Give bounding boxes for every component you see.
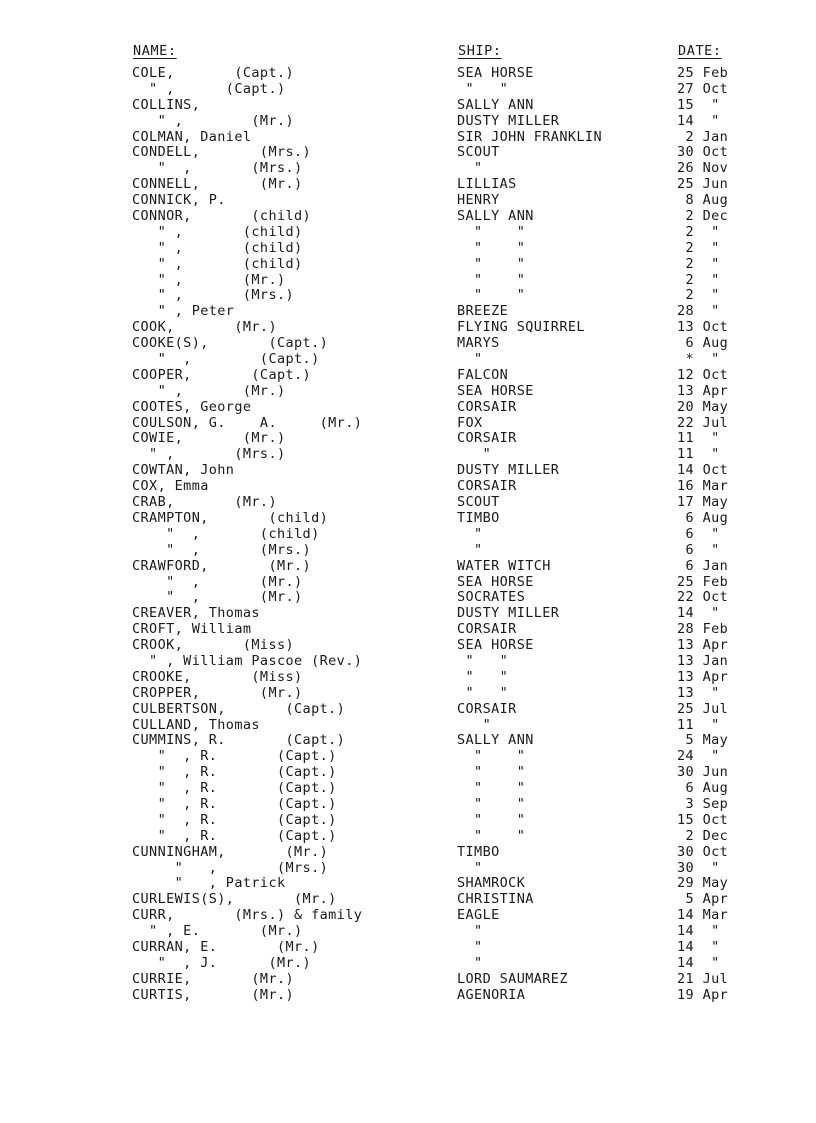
ship-name: DUSTY MILLER [457, 112, 560, 129]
list-item [0, 304, 816, 320]
arrival-date: 13 " [677, 684, 720, 701]
list-item [0, 924, 816, 940]
passenger-name: CROPPER, (Mr.) [132, 684, 303, 701]
arrival-date: 2 " [677, 271, 720, 288]
list-item [0, 479, 816, 495]
list-item [0, 908, 816, 924]
passenger-name: " , R. (Capt.) [132, 827, 337, 844]
arrival-date: 17 May [677, 494, 729, 511]
list-item [0, 257, 816, 273]
ship-name: HENRY [457, 192, 500, 209]
arrival-date: 6 Jan [677, 557, 729, 574]
arrival-date: 6 Aug [677, 335, 729, 352]
list-item [0, 82, 816, 98]
passenger-name: CONDELL, (Mrs.) [132, 144, 312, 161]
list-item [0, 336, 816, 352]
ship-name: CORSAIR [457, 398, 517, 415]
ship-name: " " [457, 652, 509, 669]
ship-name: " " [457, 811, 526, 828]
list-item [0, 702, 816, 718]
ship-name: CHRISTINA [457, 891, 534, 908]
list-item [0, 161, 816, 177]
passenger-name: COOTES, George [132, 398, 252, 415]
arrival-date: 30 " [677, 859, 720, 876]
ship-name: SEA HORSE [457, 65, 534, 81]
list-item [0, 416, 816, 432]
list-item [0, 972, 816, 988]
arrival-date: 25 Jul [677, 700, 729, 717]
ship-name: WATER WITCH [457, 557, 551, 574]
list-item [0, 781, 816, 797]
passenger-name: CURR, (Mrs.) & family [132, 907, 363, 924]
list-item [0, 98, 816, 114]
list-item [0, 940, 816, 956]
ship-name: " " [457, 80, 509, 97]
list-item [0, 66, 816, 82]
ship-name: " [457, 160, 483, 177]
name-column-header: NAME: [133, 43, 177, 59]
ship-name: MARYS [457, 335, 500, 352]
passenger-name: CURRAN, E. (Mr.) [132, 938, 320, 955]
arrival-date: 6 " [677, 541, 720, 558]
list-item [0, 495, 816, 511]
passenger-name: CONNOR, (child) [132, 208, 312, 225]
list-item [0, 590, 816, 606]
arrival-date: 14 " [677, 954, 720, 971]
arrival-date: 6 Aug [677, 509, 729, 526]
arrival-date: 11 " [677, 430, 720, 447]
passenger-name: CROOK, (Miss) [132, 637, 295, 654]
list-item [0, 114, 816, 130]
ship-name: SALLY ANN [457, 732, 534, 749]
passenger-name: " , (Mr.) [132, 382, 286, 399]
ship-name: CORSAIR [457, 621, 517, 638]
list-item [0, 829, 816, 845]
date-column-header: DATE: [678, 43, 722, 59]
list-item [0, 130, 816, 146]
list-item [0, 956, 816, 972]
passenger-name: CULLAND, Thomas [132, 716, 260, 733]
arrival-date: 5 Apr [677, 891, 729, 908]
list-item [0, 654, 816, 670]
arrival-date: 30 Oct [677, 843, 729, 860]
list-item [0, 543, 816, 559]
arrival-date: 13 Apr [677, 637, 729, 654]
passenger-name: CONNICK, P. [132, 192, 226, 209]
passenger-name: COOKE(S), (Capt.) [132, 335, 329, 352]
ship-name: " " [457, 239, 526, 256]
passenger-name: " , (Mr.) [132, 271, 286, 288]
arrival-date: 26 Nov [677, 160, 729, 177]
arrival-date: 25 Feb [677, 65, 729, 81]
passenger-name: " , William Pascoe (Rev.) [132, 652, 363, 669]
arrival-date: 6 Aug [677, 780, 729, 797]
ship-name: SCOUT [457, 144, 500, 161]
arrival-date: 2 " [677, 239, 720, 256]
passenger-name: " , (child) [132, 239, 303, 256]
passenger-name: " , (Capt.) [132, 351, 320, 368]
passenger-name: " , R. (Capt.) [132, 780, 337, 797]
ship-name: " " [457, 668, 509, 685]
passenger-name: CREAVER, Thomas [132, 605, 260, 622]
list-item [0, 463, 816, 479]
passenger-name: " , (Mrs.) [132, 541, 312, 558]
arrival-date: 30 Jun [677, 764, 729, 781]
ship-name: " " [457, 748, 526, 765]
arrival-date: 2 " [677, 287, 720, 304]
list-item [0, 209, 816, 225]
list-item [0, 400, 816, 416]
arrival-date: 22 Oct [677, 589, 729, 606]
passenger-list [0, 66, 816, 1004]
list-item [0, 876, 816, 892]
passenger-name: CULBERTSON, (Capt.) [132, 700, 346, 717]
passenger-name: COULSON, G. A. (Mr.) [132, 414, 363, 431]
list-item [0, 320, 816, 336]
passenger-name: " , (Mr.) [132, 573, 303, 590]
arrival-date: 2 " [677, 223, 720, 240]
list-item [0, 670, 816, 686]
list-item [0, 384, 816, 400]
arrival-date: 28 Feb [677, 621, 729, 638]
ship-name: " [457, 938, 483, 955]
ship-name: DUSTY MILLER [457, 462, 560, 479]
ship-name: EAGLE [457, 907, 500, 924]
list-item [0, 559, 816, 575]
arrival-date: 21 Jul [677, 970, 729, 987]
list-item [0, 606, 816, 622]
ship-name: " " [457, 287, 526, 304]
passenger-name: " , (Mrs.) [132, 859, 329, 876]
passenger-name: " , (Mrs.) [132, 160, 303, 177]
arrival-date: 11 " [677, 716, 720, 733]
passenger-name: CRAB, (Mr.) [132, 494, 277, 511]
ship-name: " [457, 716, 492, 733]
ship-name: SEA HORSE [457, 637, 534, 654]
arrival-date: 2 Dec [677, 827, 729, 844]
list-item [0, 527, 816, 543]
passenger-name: " , (child) [132, 255, 303, 272]
passenger-name: " , (child) [132, 525, 320, 542]
ship-name: SEA HORSE [457, 573, 534, 590]
arrival-date: 27 Oct [677, 80, 729, 97]
list-item [0, 511, 816, 527]
ship-name: " " [457, 764, 526, 781]
list-item [0, 193, 816, 209]
arrival-date: 13 Apr [677, 668, 729, 685]
list-item [0, 718, 816, 734]
passenger-name: CROFT, William [132, 621, 252, 638]
arrival-date: 11 " [677, 446, 720, 463]
list-item [0, 431, 816, 447]
arrival-date: 2 Dec [677, 208, 729, 225]
passenger-name: CURTIS, (Mr.) [132, 986, 295, 1003]
ship-name: SCOUT [457, 494, 500, 511]
passenger-name: " , R. (Capt.) [132, 811, 337, 828]
ship-name: LORD SAUMAREZ [457, 970, 568, 987]
list-item [0, 892, 816, 908]
arrival-date: 14 Oct [677, 462, 729, 479]
arrival-date: 2 " [677, 255, 720, 272]
passenger-name: " , (Mr.) [132, 589, 303, 606]
list-item [0, 575, 816, 591]
ship-name: " " [457, 795, 526, 812]
passenger-name: CURRIE, (Mr.) [132, 970, 295, 987]
list-item [0, 288, 816, 304]
list-item [0, 733, 816, 749]
ship-name: SIR JOHN FRANKLIN [457, 128, 602, 145]
ship-name: SEA HORSE [457, 382, 534, 399]
arrival-date: 16 Mar [677, 478, 729, 495]
list-item [0, 765, 816, 781]
arrival-date: 3 Sep [677, 795, 729, 812]
arrival-date: 25 Feb [677, 573, 729, 590]
ship-name: BREEZE [457, 303, 509, 320]
ship-name: CORSAIR [457, 430, 517, 447]
list-item [0, 352, 816, 368]
ship-name: FOX [457, 414, 483, 431]
ship-name: TIMBO [457, 509, 500, 526]
ship-name: LILLIAS [457, 176, 517, 193]
list-item [0, 845, 816, 861]
passenger-name: " , R. (Capt.) [132, 795, 337, 812]
passenger-name: COWIE, (Mr.) [132, 430, 286, 447]
passenger-name: COWTAN, John [132, 462, 235, 479]
passenger-name: CUNNINGHAM, (Mr.) [132, 843, 329, 860]
passenger-name: COOPER, (Capt.) [132, 366, 312, 383]
passenger-name: CRAMPTON, (child) [132, 509, 329, 526]
list-item [0, 241, 816, 257]
passenger-name: COX, Emma [132, 478, 209, 495]
arrival-date: 15 " [677, 96, 720, 113]
list-item [0, 145, 816, 161]
list-item [0, 813, 816, 829]
passenger-name: " , Peter [132, 303, 235, 320]
passenger-name: COLE, (Capt.) [132, 65, 295, 81]
passenger-name: " , E. (Mr.) [132, 923, 303, 940]
ship-name: " [457, 351, 483, 368]
arrival-date: 14 " [677, 938, 720, 955]
list-item [0, 447, 816, 463]
list-item [0, 988, 816, 1004]
passenger-name: " , Patrick [132, 875, 286, 892]
arrival-date: 30 Oct [677, 144, 729, 161]
ship-name: CORSAIR [457, 478, 517, 495]
list-item [0, 797, 816, 813]
ship-column-header: SHIP: [458, 43, 502, 59]
arrival-date: 19 Apr [677, 986, 729, 1003]
arrival-date: 6 " [677, 525, 720, 542]
arrival-date: 14 " [677, 112, 720, 129]
arrival-date: * " [677, 351, 720, 368]
ship-name: TIMBO [457, 843, 500, 860]
arrival-date: 15 Oct [677, 811, 729, 828]
passenger-name: CROOKE, (Miss) [132, 668, 303, 685]
passenger-name: CONNELL, (Mr.) [132, 176, 303, 193]
arrival-date: 5 May [677, 732, 729, 749]
ship-name: FLYING SQUIRREL [457, 319, 585, 336]
passenger-name: COLMAN, Daniel [132, 128, 252, 145]
passenger-name: " , (Mr.) [132, 112, 295, 129]
ship-name: AGENORIA [457, 986, 526, 1003]
passenger-name: CRAWFORD, (Mr.) [132, 557, 312, 574]
arrival-date: 13 Jan [677, 652, 729, 669]
arrival-date: 8 Aug [677, 192, 729, 209]
ship-name: DUSTY MILLER [457, 605, 560, 622]
list-item [0, 622, 816, 638]
list-item [0, 273, 816, 289]
arrival-date: 14 Mar [677, 907, 729, 924]
arrival-date: 29 May [677, 875, 729, 892]
passenger-name: COLLINS, [132, 96, 201, 113]
ship-name: " " [457, 684, 509, 701]
list-item [0, 638, 816, 654]
ship-name: " [457, 541, 483, 558]
arrival-date: 13 Apr [677, 382, 729, 399]
ship-name: " [457, 525, 483, 542]
list-item [0, 225, 816, 241]
passenger-name: " , (Mrs.) [132, 287, 295, 304]
arrival-date: 25 Jun [677, 176, 729, 193]
ship-name: " " [457, 271, 526, 288]
ship-name: " " [457, 780, 526, 797]
ship-name: " [457, 446, 492, 463]
arrival-date: 20 May [677, 398, 729, 415]
list-item [0, 686, 816, 702]
arrival-date: 28 " [677, 303, 720, 320]
passenger-name: " , J. (Mr.) [132, 954, 312, 971]
arrival-date: 12 Oct [677, 366, 729, 383]
passenger-name: CURLEWIS(S), (Mr.) [132, 891, 337, 908]
passenger-name: " , R. (Capt.) [132, 748, 337, 765]
arrival-date: 24 " [677, 748, 720, 765]
list-item [0, 749, 816, 765]
passenger-name: " , (child) [132, 223, 303, 240]
arrival-date: 14 " [677, 605, 720, 622]
arrival-date: 2 Jan [677, 128, 729, 145]
ship-name: " " [457, 223, 526, 240]
ship-name: " " [457, 255, 526, 272]
passenger-name: CUMMINS, R. (Capt.) [132, 732, 346, 749]
ship-name: SALLY ANN [457, 96, 534, 113]
ship-name: SHAMROCK [457, 875, 526, 892]
list-item [0, 861, 816, 877]
ship-name: " " [457, 827, 526, 844]
list-item [0, 368, 816, 384]
arrival-date: 14 " [677, 923, 720, 940]
ship-name: " [457, 859, 483, 876]
list-item [0, 177, 816, 193]
ship-name: " [457, 954, 483, 971]
ship-name: FALCON [457, 366, 509, 383]
ship-name: " [457, 923, 483, 940]
ship-name: SALLY ANN [457, 208, 534, 225]
ship-name: SOCRATES [457, 589, 526, 606]
arrival-date: 22 Jul [677, 414, 729, 431]
ship-name: CORSAIR [457, 700, 517, 717]
passenger-name: " , (Capt.) [132, 80, 286, 97]
arrival-date: 13 Oct [677, 319, 729, 336]
passenger-name: " , R. (Capt.) [132, 764, 337, 781]
passenger-name: COOK, (Mr.) [132, 319, 277, 336]
passenger-name: " , (Mrs.) [132, 446, 286, 463]
